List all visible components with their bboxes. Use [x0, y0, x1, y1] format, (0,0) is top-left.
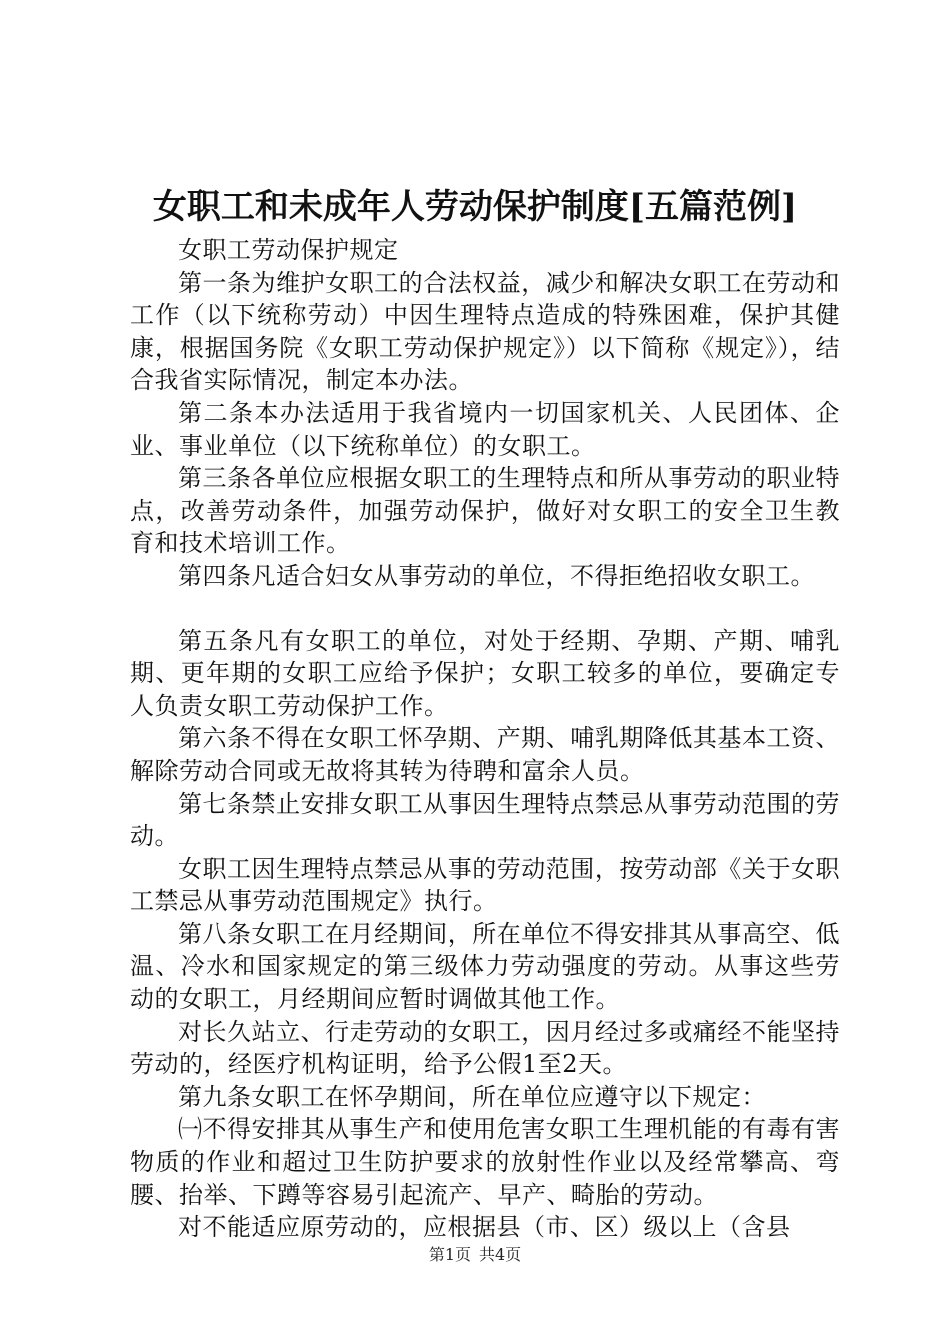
section-subtitle: 女职工劳动保护规定: [178, 236, 399, 264]
paragraph: 第八条女职工在月经期间，所在单位不得安排其从事高空、低温、冷水和国家规定的第三级体力劳动强度的劳动。从事这些劳动的女职工，月经期间应暂时调做其他工作。: [130, 919, 840, 1014]
document-body: [130, 234, 840, 1244]
paragraph: ㈠不得安排其从事生产和使用危害女职工生理机能的有毒有害物质的作业和超过卫生防护要求的放射性作业以及经常攀高、弯腰、抬举、下蹲等容易引起流产、早产、畸胎的劳动。: [130, 1115, 840, 1209]
paragraph: 对不能适应原劳动的，应根据县（市、区）级以上（含县: [178, 1213, 791, 1242]
paragraph: 第七条禁止安排女职工从事因生理特点禁忌从事劳动范围的劳动。: [130, 789, 840, 851]
paragraph: 第六条不得在女职工怀孕期、产期、哺乳期降低其基本工资、解除劳动合同或无故将其转为待聘和富余人员。: [130, 724, 840, 785]
page-total: 共4页: [479, 1245, 522, 1264]
page-number: 第1页: [428, 1245, 471, 1264]
paragraph: 第九条女职工在怀孕期间，所在单位应遵守以下规定：: [178, 1082, 766, 1111]
paragraph: 第五条凡有女职工的单位，对处于经期、孕期、产期、哺乳期、更年期的女职工应给予保护；女职工较多的单位，要确定专人负责女职工劳动保护工作。: [130, 626, 840, 720]
paragraph: 第二条本办法适用于我省境内一切国家机关、人民团体、企业、事业单位（以下统称单位）的女职工。: [130, 398, 840, 460]
paragraph: 第四条凡适合妇女从事劳动的单位，不得拒绝招收女职工。: [178, 561, 815, 590]
paragraph: 第三条各单位应根据女职工的生理特点和所从事劳动的职业特点，改善劳动条件，加强劳动保护，做好对女职工的安全卫生教育和技术培训工作。: [130, 464, 840, 558]
paragraph: 对长久站立、行走劳动的女职工，因月经过多或痛经不能坚持劳动的，经医疗机构证明，给予公假1至2天。: [130, 1017, 840, 1079]
page-footer: [0, 1244, 950, 1266]
paragraph: 女职工因生理特点禁忌从事的劳动范围，按劳动部《关于女职工禁忌从事劳动范围规定》执行。: [130, 854, 840, 916]
document-title: 女职工和未成年人劳动保护制度[五篇范例]: [152, 187, 798, 227]
paragraph: 第一条为维护女职工的合法权益，减少和解决女职工在劳动和工作（以下统称劳动）中因生理特点造成的特殊困难，保护其健康，根据国务院《女职工劳动保护规定》）以下简称《规定》），结合我省实际情况，制定本办法。: [130, 268, 840, 395]
